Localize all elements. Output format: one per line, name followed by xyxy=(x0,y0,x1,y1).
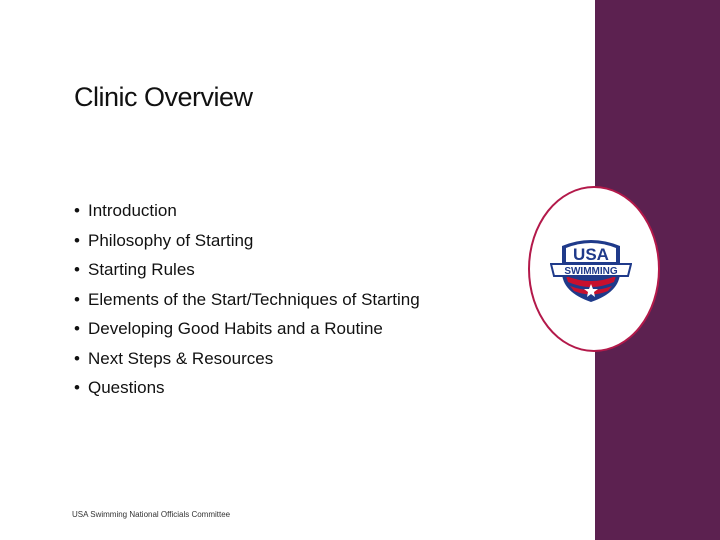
footer-text: USA Swimming National Officials Committee xyxy=(72,510,231,519)
bullet-item: • Developing Good Habits and a Routine xyxy=(74,318,434,341)
usa-swimming-shield-logo-icon xyxy=(550,232,632,304)
bullet-item: • Introduction xyxy=(74,200,434,223)
bullet-item: • Next Steps & Resources xyxy=(74,348,434,371)
bullet-list xyxy=(74,200,434,407)
bullet-item: • Starting Rules xyxy=(74,259,434,282)
bullet-item: • Elements of the Start/Techniques of Starting xyxy=(74,289,434,312)
slide-title: Clinic Overview xyxy=(74,82,253,112)
bullet-item: • Questions xyxy=(74,377,434,400)
logo-usa-text: USA xyxy=(573,245,609,264)
bullet-item: • Philosophy of Starting xyxy=(74,230,434,253)
logo-swimming-text: SWIMMING xyxy=(564,266,618,277)
